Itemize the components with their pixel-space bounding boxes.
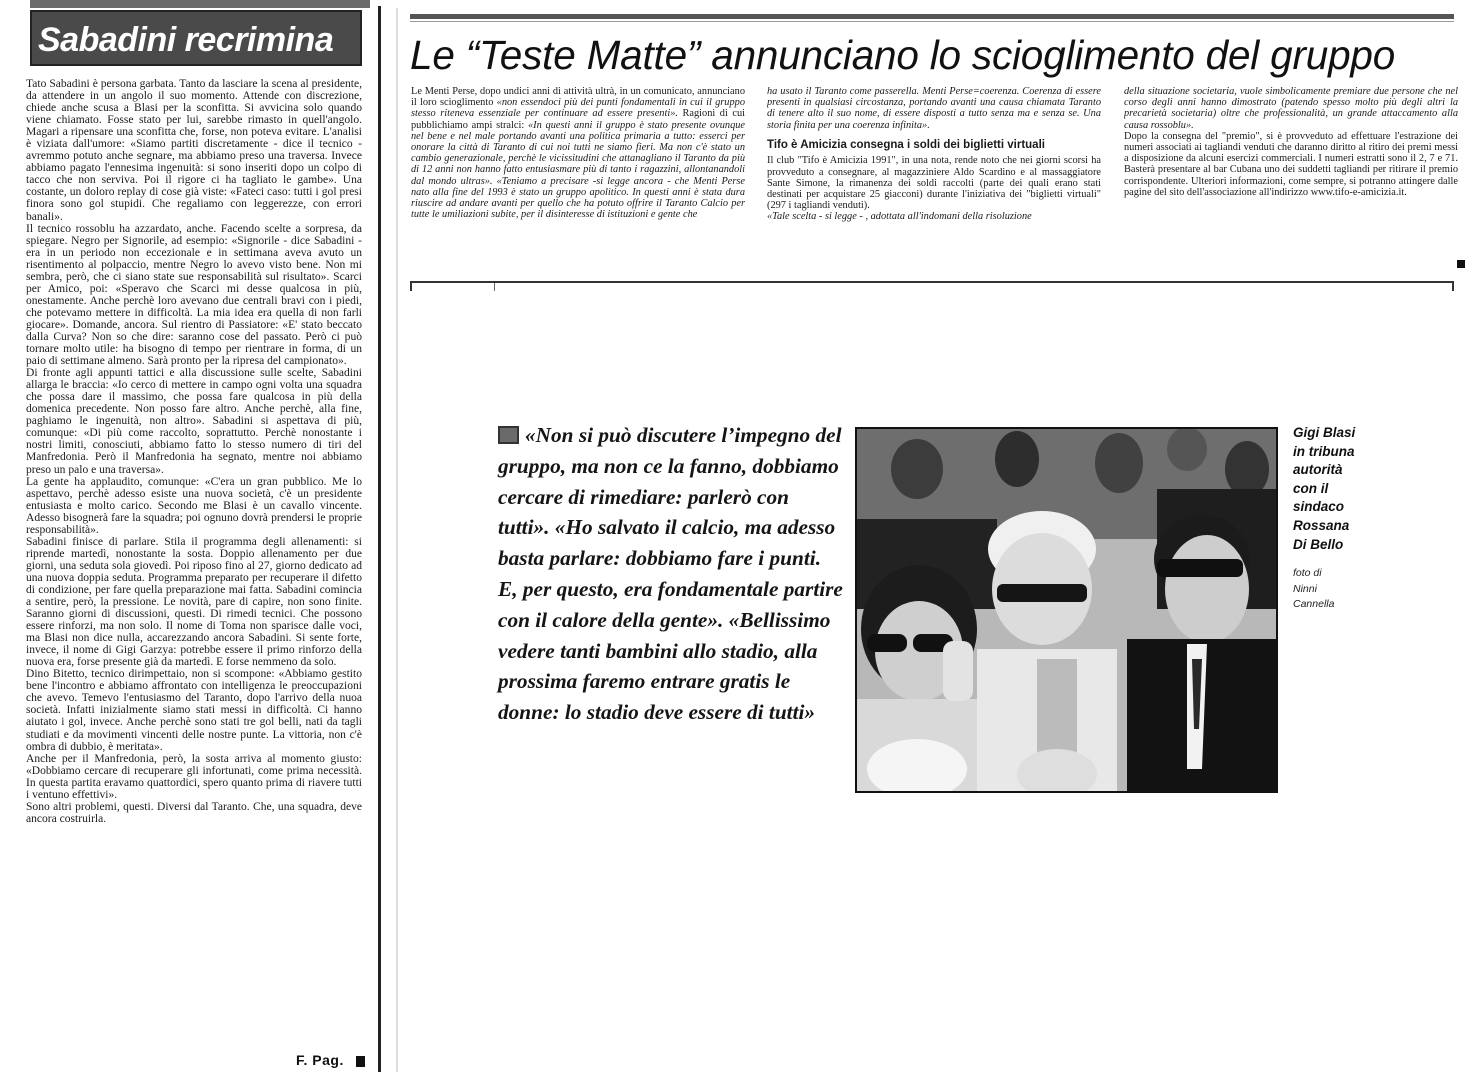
end-of-article-square [1457,260,1465,268]
text-run-italic: «non essendoci più dei punti fondamentali in cui il gruppo stesso riteneva essenziale per continuare ad essere presenti». [411,97,745,120]
pull-quote-text: «Non si può discutere l’impegno del gruppo, ma non ce la fanno, dobbiamo cercare di rimediare: parlerò con tutti». «Ho salvato il calcio, ma adesso basta parlare: dobbiamo fare i punti. E, per questo, era fondamentale partire con il calore della gente». «Bellissimo vedere tanti bambini allo stadio, alla prossima faremo entrare gratis le donne: lo stadio deve essere di tutti» [498,423,843,725]
section-bracket-tick [494,283,495,291]
left-header-strip [30,0,370,8]
credit-line: Ninni [1293,582,1317,595]
top-article-title: Le “Teste Matte” annunciano lo scioglimento del gruppo [410,32,1396,78]
left-paragraph: Dino Bitetto, tecnico dirimpettaio, non si scompone: «Abbiamo gestito bene l'incontro e abbiamo affrontato con intelligenza le preoccupazioni che avevo. Temevo l'entusiasmo del Taranto, dopo l'arrivo della nuoa società. Infatti inizialmente siamo stati messi in difficoltà. Ci hanno aiutato i gol, invece. Anche perchè sono stati tre gol belli, nati da tagli studiati e da movimenti vincenti delle nostre punte. La vittoria, non c'è ombra di dubbio, è meritata». [26,668,362,753]
top-article-rule [410,14,1454,19]
left-paragraph: La gente ha applaudito, comunque: «C'era un gran pubblico. Me lo aspettavo, perchè adesso esiste una nuova società, c'è un presidente entusiasta e molto carico. Secondo me Blasi è un cavallo vincente. Adesso bisognerà fare la squadra; poi ognuno dovrà prendersi le proprie responsabilità». [26,475,362,536]
left-paragraph: Di fronte agli appunti tattici e alla discussione sulle scelte, Sabadini allarga le braccia: «Io cerco di mettere in campo ogni volta una squadra che possa dare il massimo, che possa fare qualcosa in più della domenica precedente. Non posso fare altro. Anche perchè, alla fine, paghiamo le ingenuità, non altro». Sabadini si aspettava di più, comunque: «Di più come raccolto, soprattutto. Perchè nonostante i nostri limiti, conosciuti, abbiamo fatto lo stesso numero di tiri del Manfredonia. Però il Manfredonia ha segnato, mentre noi abbiamo preso un palo e una traversa». [26,367,362,476]
caption-line: Rossana [1293,517,1350,533]
column-divider [378,6,381,1072]
top-article-column-1 [411,86,745,274]
text-run-italic: «In questi anni il gruppo è stato presente ovunque nel bene e nel male portando avanti una politica primaria a tutto: esserci per onorare la città di Taranto di cui noi tutti ne siamo fieri. Ma non c'è stato un cambio generazionale, perchè le vicissitudini che attanagliano il Taranto da più di 12 anni non hanno fatto entusiasmare più di tanto i ragazzini, allontanandoli dal mondo ultras». «Teniamo a precisare -si legge ancora - che Menti Perse nato alla fine del 1993 è stato un gruppo apolitico. In questi anni è stata dura riuscire ad andare avanti per quello che ha potuto offrire il Taranto Calcio per tutte le umiliazioni subite, per il disinteresse di istituzioni e gente che [411,119,745,221]
text-run: Le Menti Perse, dopo undici anni di attività ultrà, in un comunicato, annunciano il loro scioglimento [411,86,745,109]
photo-caption [1293,424,1373,554]
left-article-body [26,78,362,1042]
caption-line: autorità [1293,462,1343,478]
caption-line: Gigi Blasi [1293,425,1356,440]
left-paragraph: Tato Sabadini è persona garbata. Tanto da lasciare la scena al presidente, da attendere in un angolo il suo momento. Attende con discrezione, chiede anche scusa a Blasi per la sconfitta. Si avvicina solo quando viene chiamato. Fosse stato per lui, sarebbe rimasto in quell'angolo. Magari a ripensare una sconfitta che, forse, non poteva evitare. L'analisi è viziata dall'umore: «Siamo partiti discretamente - dice il tecnico - avremmo potuto anche segnare, ma abbiamo preso una traversa. Invece abbiamo pagato l'ennesima ingenuità: si sono inseriti dopo un colpo di tacco che non serviva. Poi il rigore ci ha tagliato le gambe». Una costante, un doloro replay di cose già viste: «Fateci caso: tutti i gol presi finora sono gol stupidi. Che regaliamo con leggerezze, con errori banali». [26,78,362,223]
caption-line: in tribuna [1293,443,1355,459]
left-paragraph: Anche per il Manfredonia, però, la sosta arriva al momento giusto: «Dobbiamo cercare di recuperare gli infortunati, come prima necessità. In questa partita eravamo quattordici, spero quanto prima di riavere tutti i ventuno effettivi». [26,752,362,801]
news-photo [855,427,1278,793]
photo-illustration [857,429,1276,791]
column-divider-shadow [396,8,398,1072]
quote-marker-square [498,426,519,444]
column-3-intro: della situazione societaria, vuole simbolicamente premiare due persone che nel corso degli anni hanno dimostrato (patendo spesso molto più degli altri la precarietà societaria) oltre che professionalità, un grande attaccamento alla causa rossoblu». [1124,86,1458,131]
end-of-article-square [356,1056,365,1067]
section-bracket-line [410,281,1454,283]
column-2-tail: «Tale scelta - si legge - , adottata all'indomani della risoluzione [767,211,1032,223]
column-1-paragraph [411,86,745,220]
left-article-signature: F. Pag. [296,1052,344,1068]
column-2-body: Il club "Tifo è Amicizia 1991", in una nota, rende noto che nei giorni scorsi ha provveduto a consegnare, al magazziniere Aldo Scardino e al massaggiatore Sante Simone, la rimanenza dei soldi raccolti (parte dei quali erano stati destinati per acquistare 25 giacconi) durante l'iniziativa dei "biglietti virtuali" (297 i tagliandi venduti). [767,155,1101,212]
left-paragraph: Sabadini finisce di parlare. Stila il programma degli allenamenti: si riprende martedì, nonostante la sosta. Doppio allenamento per due giorni, una seduta sola giovedì. Poi riposo fino al 27, giorno dedicato ad una nuova doppia seduta. Programma preparato per recuperare il difetto di condizione, per fare quella preparazione mai fatta. Sabadini comincia a sentire, però, la pressione. Le novità, pare di capire, non sono finite. Saranno giorni di discussioni, questi. Di rimedi tecnici. Che possono essere rinforzi, ma non solo. Il nome di Toma non sparisce dalle voci, ma Blasi non dice nulla, accarezzando ancora Sabadini. Si sente forte, invece, il nome di Gigi Garzya: potrebbe essere il primo rinforzo della nuova era, forse presente già da martedì. E forse nemmeno da solo. [26,535,362,669]
text-run: Ragioni di cui pubblichiamo ampi stralci: [411,108,745,131]
section-bracket-right [1452,281,1454,291]
top-article-rule-thin [410,21,1454,22]
top-article-column-2 [767,86,1101,274]
photo-credit [1293,566,1363,613]
caption-line: sindaco [1293,499,1345,515]
left-paragraph: Sono altri problemi, questi. Diversi dal Taranto. Che, una squadra, deve ancora costruirla. [26,800,362,825]
caption-line: con il [1293,480,1329,496]
column-2-intro: ha usato il Taranto come passerella. Menti Perse=coerenza. Coerenza di essere presenti in qualsiasi circostanza, portando avanti una causa chiamata Taranto di tenere alto il suo nome, di essere disposti a tutto senza ma e senza se. Una storia finita per una coerenza infinita». [767,86,1101,131]
credit-line: foto di [1293,567,1322,579]
pull-quote [498,420,843,728]
left-article-title: Sabadini recrimina [30,10,362,66]
top-article-column-3 [1124,86,1458,274]
left-paragraph: Il tecnico rossoblu ha azzardato, anche. Facendo scelte a sorpresa, da spiegare. Negro per Signorile, ad esempio: «Signorile - dice Sabadini - era in un periodo non eccezionale e in settimana aveva avuto un risentimento al polpaccio, mentre Negro lo avevo visto bene. Non mi sembra, però, che ci siano state sue responsabilità sul risultato». Scarci per Amico, poi: «Speravo che Scarci mi desse qualcosa in più, onestamente. Anche perchè loro avevano due centrali bravi con i piedi, che potevamo mettere in difficoltà. La mia idea era quella di non farli giocare». Domande, ancora. Sul rientro di Passiatore: «E' stato beccato dalla Curva? Non so che dire: saranno cose del passato. Però ci può tornare molto utile: ha bisogno di tempo per rientrare in forma, di un paio di settimane almeno. Sarà pronto per la ripresa del campionato». [26,222,362,368]
section-bracket-left [410,281,412,291]
column-3-body: Dopo la consegna del "premio", si è provveduto ad effettuare l'estrazione dei numeri associati ai tagliandi venduti che daranno diritto al ritiro dei premi messi a disposizione da alcuni esercizi commerciali. I numeri estratti sono il 2, 7 e 71. Basterà presentare al bar Cubana uno dei suddetti tagliandi per ritirare il premio corrispondente. Ulteriori informazioni, come sempre, si potranno attingere dalle pagine del sito dell'associazione all'indirizzo www.tifo-e-amicizia.it. [1124,130,1458,198]
subheading: Tifo è Amicizia consegna i soldi dei biglietti virtuali [767,138,1045,151]
caption-line: Di Bello [1293,536,1344,552]
credit-line: Cannella [1293,598,1335,611]
